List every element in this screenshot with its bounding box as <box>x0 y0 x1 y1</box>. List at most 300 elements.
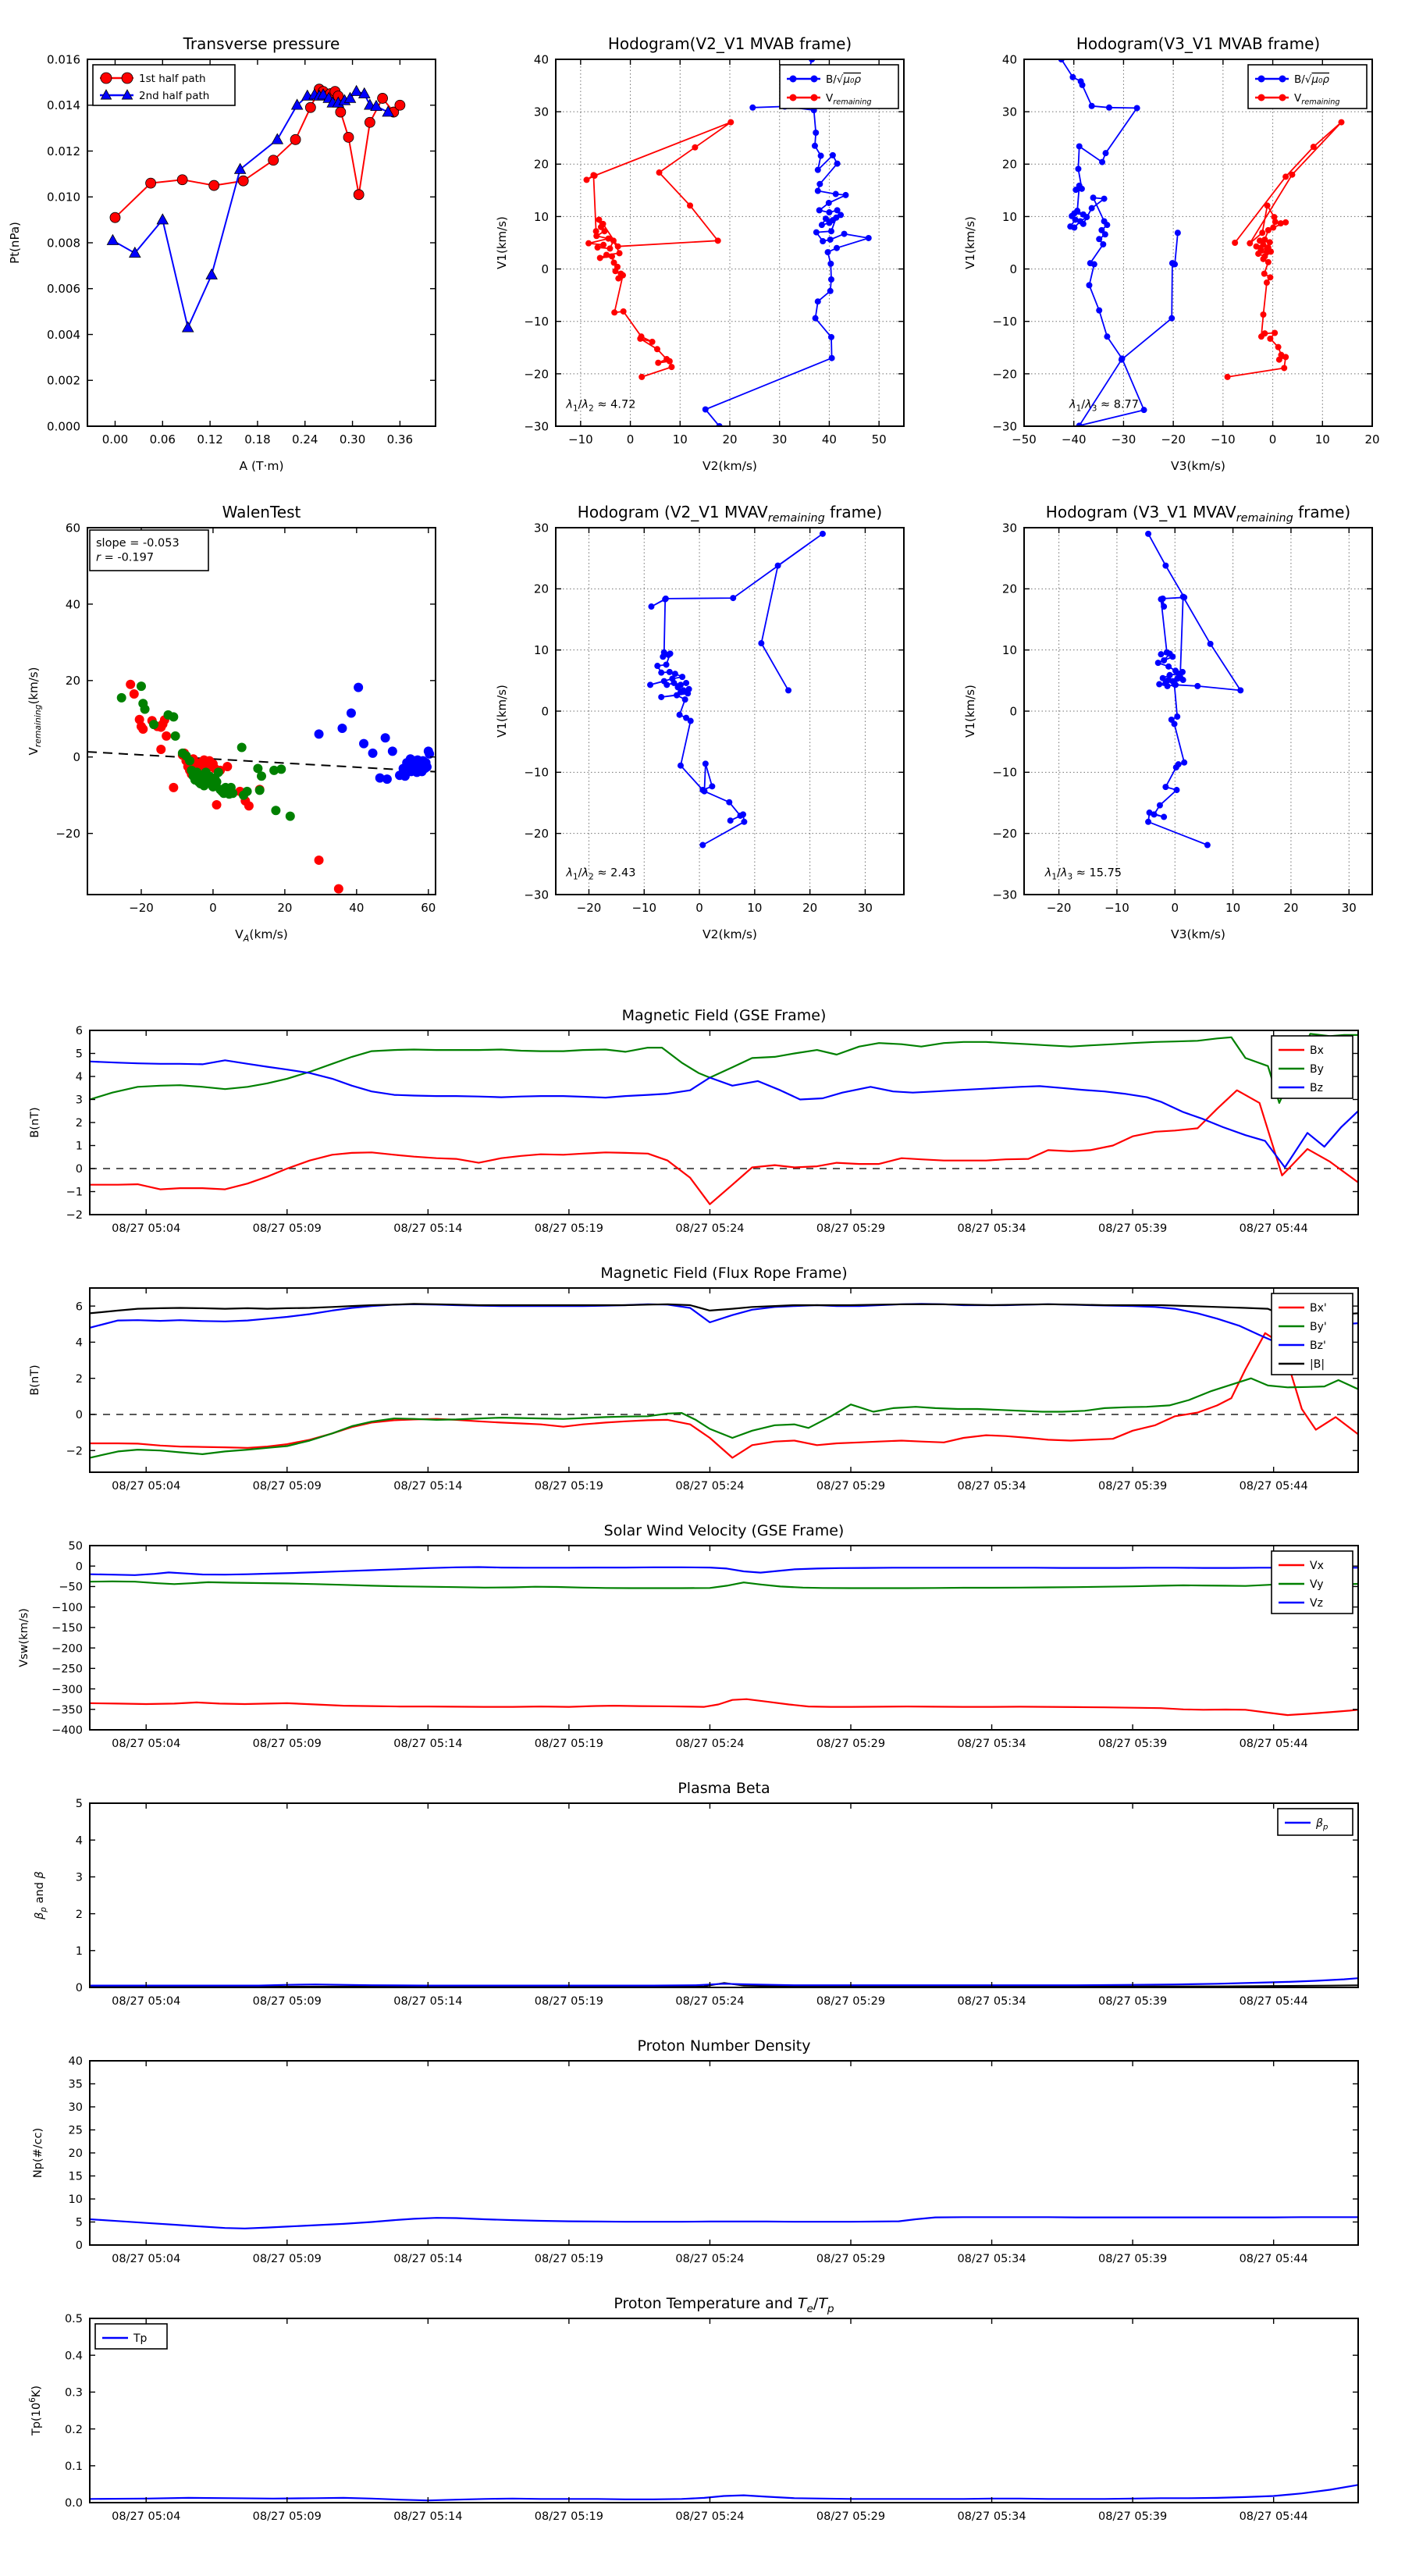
y-tick-labels <box>524 52 549 433</box>
svg-text:0: 0 <box>1009 704 1017 719</box>
svg-text:30: 30 <box>857 901 873 915</box>
x-tick-labels <box>102 432 413 447</box>
axis-ticks <box>87 528 436 895</box>
svg-text:08/27 05:29: 08/27 05:29 <box>816 2253 886 2265</box>
svg-text:30: 30 <box>1001 521 1017 535</box>
svg-text:1st half path: 1st half path <box>139 72 206 85</box>
svg-text:40: 40 <box>349 901 365 915</box>
svg-text:25: 25 <box>68 2124 83 2137</box>
svg-text:0.016: 0.016 <box>47 52 80 67</box>
svg-text:08/27 05:39: 08/27 05:39 <box>1098 1738 1168 1750</box>
svg-text:0.004: 0.004 <box>47 327 80 342</box>
svg-text:−30: −30 <box>524 419 549 434</box>
svg-text:0: 0 <box>73 750 80 765</box>
x-axis-label: $V_A(km/s)$ <box>235 927 288 943</box>
svg-text:Bx: Bx <box>1310 1044 1324 1058</box>
series-group <box>90 2217 1358 2229</box>
svg-text:40: 40 <box>68 2055 83 2069</box>
y-tick-labels <box>69 2055 83 2252</box>
svg-text:08/27 05:09: 08/27 05:09 <box>252 2253 322 2265</box>
svg-text:λ1/λ3 ≈ 15.75: $\lambda_1/\lambda_3 \approx 15.75$ <box>1044 866 1122 882</box>
svg-text:B/√μ₀ρ: B/√μ₀ρ <box>1294 73 1329 86</box>
plot-title: Hodogram (V2_V1 $MVAV_{remaining}$ frame) <box>577 503 883 525</box>
legend <box>93 65 235 105</box>
legend <box>1278 1809 1353 1835</box>
svg-text:−150: −150 <box>52 1622 83 1635</box>
walen-test-plot <box>0 475 468 943</box>
svg-text:−20: −20 <box>55 827 80 841</box>
svg-text:−2: −2 <box>66 1445 83 1458</box>
svg-text:5: 5 <box>75 2216 83 2229</box>
svg-text:08/27 05:34: 08/27 05:34 <box>957 2510 1026 2523</box>
y-axis-label: $V_{remaining}(km/s)$ <box>27 667 43 756</box>
y-tick-labels <box>52 1540 83 1737</box>
svg-text:0.24: 0.24 <box>292 432 318 447</box>
svg-text:08/27 05:34: 08/27 05:34 <box>957 1738 1026 1750</box>
svg-text:08/27 05:14: 08/27 05:14 <box>393 1995 463 2008</box>
magnetic-field-gse-panel <box>0 998 1405 1255</box>
x-tick-labels <box>112 1222 1308 1235</box>
svg-text:−30: −30 <box>1111 432 1136 447</box>
x-tick-labels <box>112 2253 1308 2265</box>
svg-text:−200: −200 <box>52 1642 83 1656</box>
y-tick-labels <box>992 52 1017 433</box>
svg-text:08/27 05:19: 08/27 05:19 <box>534 2510 603 2523</box>
svg-text:Bz': Bz' <box>1310 1340 1326 1353</box>
svg-text:08/27 05:24: 08/27 05:24 <box>675 1995 745 2008</box>
annotation <box>565 399 635 414</box>
x-axis-label: V2(km/s) <box>702 927 757 941</box>
svg-text:08/27 05:04: 08/27 05:04 <box>112 1738 181 1750</box>
series-group <box>90 1567 1358 1716</box>
svg-text:0: 0 <box>1009 262 1017 276</box>
y-axis-label: V1(km/s) <box>495 216 509 269</box>
svg-text:40: 40 <box>1001 52 1017 67</box>
y-tick-labels <box>47 52 80 433</box>
svg-text:20: 20 <box>533 582 549 596</box>
y-axis-label: Np(#/cc) <box>32 2127 44 2179</box>
svg-text:−10: −10 <box>992 765 1017 780</box>
svg-text:0.00: 0.00 <box>101 432 129 447</box>
svg-text:λ1/λ2 ≈ 4.72: $\lambda_1/\lambda_2 \approx 4.72$ <box>566 398 636 414</box>
annotation <box>1069 399 1139 414</box>
svg-text:−50: −50 <box>59 1581 83 1594</box>
series-group <box>584 56 872 429</box>
svg-text:08/27 05:34: 08/27 05:34 <box>957 1480 1026 1493</box>
svg-text:30: 30 <box>68 2101 83 2115</box>
axes-frame <box>90 1030 1358 1215</box>
svg-text:08/27 05:24: 08/27 05:24 <box>675 2253 745 2265</box>
svg-text:−250: −250 <box>52 1663 83 1676</box>
svg-text:35: 35 <box>68 2078 83 2091</box>
y-tick-labels <box>66 1025 83 1222</box>
annotation <box>565 867 635 882</box>
hodogram-v3v1-mvav-plot <box>937 475 1405 943</box>
y-axis-label: B(nT) <box>29 1364 41 1396</box>
svg-text:0.36: 0.36 <box>386 432 414 447</box>
x-axis-label: V3(km/s) <box>1171 459 1225 473</box>
svg-text:−30: −30 <box>992 888 1017 902</box>
axes-frame <box>1024 59 1372 426</box>
svg-text:10: 10 <box>1001 643 1017 658</box>
svg-text:20: 20 <box>533 157 549 172</box>
series-group <box>90 1034 1358 1204</box>
svg-text:−2: −2 <box>66 1209 83 1222</box>
svg-text:2nd half path: 2nd half path <box>139 89 210 102</box>
svg-text:1: 1 <box>75 1140 83 1153</box>
svg-text:−20: −20 <box>576 901 602 915</box>
svg-text:−30: −30 <box>524 888 549 902</box>
legend <box>1272 1551 1353 1614</box>
svg-text:20: 20 <box>1001 582 1017 596</box>
y-tick-labels <box>65 2313 83 2510</box>
svg-text:08/27 05:24: 08/27 05:24 <box>675 1222 745 1235</box>
svg-text:08/27 05:24: 08/27 05:24 <box>675 2510 745 2523</box>
svg-text:−20: −20 <box>1161 432 1186 447</box>
svg-text:−10: −10 <box>524 765 549 780</box>
plot-title: Magnetic Field (GSE Frame) <box>621 1007 827 1024</box>
svg-text:20: 20 <box>1001 157 1017 172</box>
svg-text:5: 5 <box>75 1048 83 1061</box>
svg-text:50: 50 <box>68 1540 83 1553</box>
svg-text:0: 0 <box>75 1560 83 1574</box>
svg-text:5: 5 <box>75 1798 83 1811</box>
series-group <box>90 1304 1358 1457</box>
series-group <box>647 531 826 849</box>
x-tick-labels <box>129 901 436 915</box>
plot-title: Proton Number Density <box>637 2037 811 2055</box>
svg-text:08/27 05:44: 08/27 05:44 <box>1239 2253 1308 2265</box>
x-axis-label: A (T·m) <box>239 459 284 473</box>
plot-title: Hodogram(V2_V1 MVAB frame) <box>607 34 852 53</box>
x-tick-labels <box>112 2510 1308 2523</box>
axis-ticks <box>90 1030 1358 1215</box>
svg-text:20: 20 <box>802 901 818 915</box>
y-axis-label: V1(km/s) <box>963 685 977 738</box>
svg-text:20: 20 <box>68 2147 83 2161</box>
svg-text:08/27 05:34: 08/27 05:34 <box>957 2253 1026 2265</box>
svg-text:λ1/λ2 ≈ 2.43: $\lambda_1/\lambda_2 \approx 2.43$ <box>566 866 636 882</box>
x-tick-labels <box>577 901 873 915</box>
svg-text:3: 3 <box>75 1871 83 1884</box>
svg-text:By': By' <box>1310 1321 1327 1334</box>
svg-text:2: 2 <box>75 1372 83 1386</box>
x-axis-label: V3(km/s) <box>1171 927 1225 941</box>
y-axis-label: B(nT) <box>29 1107 41 1138</box>
svg-text:40: 40 <box>821 432 837 447</box>
plasma-beta-panel <box>0 1770 1405 2028</box>
svg-text:0: 0 <box>75 1163 83 1176</box>
y-axis-label: $Tp(10^6K)$ <box>27 2386 43 2435</box>
y-axis-label: V1(km/s) <box>495 685 509 738</box>
svg-text:0.5: 0.5 <box>64 2313 83 2326</box>
svg-text:r = -0.197: r = -0.197 <box>96 551 155 564</box>
x-axis-label: V2(km/s) <box>702 459 757 473</box>
svg-text:08/27 05:34: 08/27 05:34 <box>957 1222 1026 1235</box>
svg-text:slope = -0.053: slope = -0.053 <box>96 536 180 550</box>
svg-text:−50: −50 <box>1012 432 1037 447</box>
y-axis-label: V1(km/s) <box>963 216 977 269</box>
annotation <box>90 530 208 571</box>
series-group <box>90 2485 1358 2500</box>
plot-title: Plasma Beta <box>678 1780 770 1797</box>
x-tick-labels <box>1012 432 1379 447</box>
plot-title: Proton Temperature and $T_e/T_p$ <box>614 2295 834 2315</box>
svg-text:0.0: 0.0 <box>64 2497 83 2510</box>
svg-text:−10: −10 <box>524 315 549 329</box>
svg-text:0: 0 <box>209 901 217 915</box>
svg-text:2: 2 <box>75 1908 83 1921</box>
y-tick-labels <box>55 521 80 841</box>
legend <box>780 65 898 109</box>
svg-text:08/27 05:04: 08/27 05:04 <box>112 1995 181 2008</box>
svg-text:08/27 05:44: 08/27 05:44 <box>1239 1738 1308 1750</box>
legend <box>1272 1036 1353 1098</box>
svg-text:−400: −400 <box>52 1724 83 1738</box>
svg-text:20: 20 <box>277 901 293 915</box>
svg-text:08/27 05:29: 08/27 05:29 <box>816 1222 886 1235</box>
svg-text:0: 0 <box>75 1982 83 1995</box>
svg-text:08/27 05:09: 08/27 05:09 <box>252 1738 322 1750</box>
y-tick-labels <box>524 521 549 902</box>
svg-text:−10: −10 <box>568 432 593 447</box>
y-axis-label: Vsw(km/s) <box>18 1608 30 1667</box>
svg-text:30: 30 <box>772 432 788 447</box>
svg-text:−20: −20 <box>524 367 549 382</box>
svg-text:10: 10 <box>533 209 549 224</box>
svg-text:0.012: 0.012 <box>47 144 80 158</box>
svg-text:0: 0 <box>541 704 549 719</box>
svg-text:20: 20 <box>65 674 80 688</box>
svg-text:−1: −1 <box>66 1186 83 1199</box>
svg-text:−30: −30 <box>992 419 1017 434</box>
svg-text:0.006: 0.006 <box>47 282 80 297</box>
svg-text:0.002: 0.002 <box>47 373 80 388</box>
svg-text:10: 10 <box>1001 209 1017 224</box>
svg-text:Bz: Bz <box>1310 1082 1323 1095</box>
y-tick-labels <box>66 1300 83 1457</box>
svg-text:10: 10 <box>68 2194 83 2207</box>
axes-frame <box>90 2318 1358 2503</box>
svg-text:08/27 05:04: 08/27 05:04 <box>112 2510 181 2523</box>
svg-text:08/27 05:44: 08/27 05:44 <box>1239 1480 1308 1493</box>
svg-text:0: 0 <box>1268 432 1277 447</box>
svg-text:30: 30 <box>1001 105 1017 119</box>
series-group <box>90 1978 1358 1987</box>
svg-text:3: 3 <box>75 1094 83 1107</box>
svg-text:−40: −40 <box>1061 432 1087 447</box>
svg-text:λ1/λ3 ≈ 8.77: $\lambda_1/\lambda_3 \approx 8.77$ <box>1069 398 1140 414</box>
svg-text:50: 50 <box>871 432 887 447</box>
svg-text:08/27 05:19: 08/27 05:19 <box>534 1738 603 1750</box>
svg-text:08/27 05:19: 08/27 05:19 <box>534 1222 603 1235</box>
svg-text:10: 10 <box>672 432 688 447</box>
svg-text:4: 4 <box>75 1336 83 1350</box>
svg-text:08/27 05:39: 08/27 05:39 <box>1098 2253 1168 2265</box>
svg-text:4: 4 <box>75 1834 83 1848</box>
svg-text:B/√μ₀ρ: B/√μ₀ρ <box>826 73 861 86</box>
svg-text:0.12: 0.12 <box>197 432 223 447</box>
svg-text:0.008: 0.008 <box>47 236 80 251</box>
svg-text:08/27 05:09: 08/27 05:09 <box>252 1995 322 2008</box>
svg-text:08/27 05:09: 08/27 05:09 <box>252 1480 322 1493</box>
svg-text:1: 1 <box>75 1945 83 1959</box>
svg-text:0.000: 0.000 <box>47 419 80 434</box>
svg-text:0.30: 0.30 <box>339 432 366 447</box>
hodogram-v2v1-mvab-plot <box>468 6 937 475</box>
svg-text:08/27 05:14: 08/27 05:14 <box>393 2510 463 2523</box>
legend <box>1248 65 1367 109</box>
plot-title: Hodogram (V3_V1 $MVAV_{remaining}$ frame) <box>1045 503 1351 525</box>
svg-text:Vx: Vx <box>1310 1560 1324 1573</box>
svg-text:0: 0 <box>695 901 703 915</box>
svg-text:10: 10 <box>1314 432 1330 447</box>
svg-text:08/27 05:19: 08/27 05:19 <box>534 1480 603 1493</box>
svg-text:4: 4 <box>75 1071 83 1084</box>
svg-text:60: 60 <box>421 901 436 915</box>
transverse-pressure-plot <box>0 6 468 475</box>
x-tick-labels <box>1047 901 1357 915</box>
magnetic-field-flux-rope-panel <box>0 1255 1405 1513</box>
svg-text:−20: −20 <box>129 901 154 915</box>
series-group <box>1145 531 1243 849</box>
svg-text:0.014: 0.014 <box>47 98 80 113</box>
y-tick-labels <box>992 521 1017 902</box>
svg-text:−350: −350 <box>52 1703 83 1717</box>
svg-text:08/27 05:29: 08/27 05:29 <box>816 1738 886 1750</box>
svg-text:Vy: Vy <box>1310 1578 1324 1592</box>
svg-text:08/27 05:39: 08/27 05:39 <box>1098 2510 1168 2523</box>
series-group <box>1058 56 1345 429</box>
y-tick-labels <box>76 1798 83 1994</box>
svg-text:−20: −20 <box>992 827 1017 841</box>
proton-number-density-panel <box>0 2028 1405 2286</box>
svg-text:Vz: Vz <box>1310 1597 1323 1610</box>
axis-ticks <box>90 2318 1358 2503</box>
grid-lines <box>1024 528 1372 895</box>
plot-title: Solar Wind Velocity (GSE Frame) <box>603 1522 845 1539</box>
svg-text:−20: −20 <box>992 367 1017 382</box>
x-tick-labels <box>112 1480 1308 1493</box>
solar-wind-velocity-panel <box>0 1513 1405 1770</box>
svg-text:08/27 05:14: 08/27 05:14 <box>393 1480 463 1493</box>
svg-text:08/27 05:19: 08/27 05:19 <box>534 1995 603 2008</box>
svg-text:−10: −10 <box>631 901 657 915</box>
svg-text:20: 20 <box>1364 432 1380 447</box>
svg-text:|B|: |B| <box>1310 1358 1325 1372</box>
svg-text:0.2: 0.2 <box>64 2423 83 2436</box>
svg-text:08/27 05:24: 08/27 05:24 <box>675 1480 745 1493</box>
plot-title: Transverse pressure <box>183 34 340 53</box>
svg-text:0: 0 <box>541 262 549 276</box>
svg-text:08/27 05:04: 08/27 05:04 <box>112 2253 181 2265</box>
svg-text:−10: −10 <box>1211 432 1236 447</box>
plot-title: Hodogram(V3_V1 MVAB frame) <box>1076 34 1321 53</box>
legend <box>95 2324 167 2349</box>
plot-title: WalenTest <box>222 503 301 521</box>
svg-text:08/27 05:29: 08/27 05:29 <box>816 1480 886 1493</box>
axis-ticks <box>1024 59 1372 426</box>
y-axis-label: $\beta_p$ and β <box>34 1871 48 1920</box>
svg-text:Tp: Tp <box>133 2332 148 2346</box>
axes-frame <box>87 528 436 895</box>
svg-text:0: 0 <box>75 1409 83 1422</box>
svg-text:30: 30 <box>1341 901 1357 915</box>
svg-text:08/27 05:04: 08/27 05:04 <box>112 1222 181 1235</box>
svg-text:6: 6 <box>75 1025 83 1038</box>
x-tick-labels <box>112 1738 1308 1750</box>
annotation <box>1044 867 1122 882</box>
svg-text:08/27 05:39: 08/27 05:39 <box>1098 1995 1168 2008</box>
svg-text:−100: −100 <box>52 1601 83 1614</box>
svg-text:60: 60 <box>65 521 80 535</box>
svg-text:Vremaining: $V_{remaining}$ <box>1294 91 1340 107</box>
svg-text:2: 2 <box>75 1117 83 1130</box>
svg-text:βp: $\beta_p$ <box>1316 1817 1329 1832</box>
svg-text:08/27 05:09: 08/27 05:09 <box>252 2510 322 2523</box>
svg-text:08/27 05:44: 08/27 05:44 <box>1239 2510 1308 2523</box>
hodogram-v3v1-mvab-plot <box>937 6 1405 475</box>
svg-text:08/27 05:29: 08/27 05:29 <box>816 1995 886 2008</box>
svg-text:10: 10 <box>533 643 549 658</box>
legend <box>1272 1293 1353 1375</box>
svg-text:08/27 05:39: 08/27 05:39 <box>1098 1480 1168 1493</box>
x-tick-labels <box>112 1995 1308 2008</box>
svg-text:6: 6 <box>75 1300 83 1314</box>
proton-temperature-panel <box>0 2286 1405 2543</box>
plot-title: Magnetic Field (Flux Rope Frame) <box>600 1265 848 1282</box>
svg-text:0: 0 <box>75 2240 83 2253</box>
axis-ticks <box>90 1803 1358 1987</box>
svg-text:20: 20 <box>1283 901 1299 915</box>
svg-text:−20: −20 <box>1046 901 1072 915</box>
svg-text:0: 0 <box>1171 901 1179 915</box>
series-group <box>87 680 436 894</box>
grid-lines <box>1024 59 1372 426</box>
svg-text:08/27 05:39: 08/27 05:39 <box>1098 1222 1168 1235</box>
svg-text:0.010: 0.010 <box>47 190 80 205</box>
svg-text:08/27 05:09: 08/27 05:09 <box>252 1222 322 1235</box>
svg-text:08/27 05:29: 08/27 05:29 <box>816 2510 886 2523</box>
svg-text:10: 10 <box>747 901 763 915</box>
x-tick-labels <box>568 432 887 447</box>
svg-text:0.18: 0.18 <box>244 432 271 447</box>
svg-text:By: By <box>1310 1063 1324 1076</box>
svg-text:08/27 05:19: 08/27 05:19 <box>534 2253 603 2265</box>
hodogram-v2v1-mvav-plot <box>468 475 937 943</box>
svg-text:08/27 05:04: 08/27 05:04 <box>112 1480 181 1493</box>
svg-text:40: 40 <box>533 52 549 67</box>
svg-text:30: 30 <box>533 105 549 119</box>
y-axis-label: Pt(nPa) <box>8 222 22 264</box>
svg-text:08/27 05:44: 08/27 05:44 <box>1239 1222 1308 1235</box>
svg-text:15: 15 <box>68 2170 83 2183</box>
svg-text:Vremaining: $V_{remaining}$ <box>826 91 872 107</box>
svg-text:0.06: 0.06 <box>149 432 176 447</box>
series-group <box>107 84 405 332</box>
svg-text:08/27 05:14: 08/27 05:14 <box>393 1222 463 1235</box>
svg-text:08/27 05:34: 08/27 05:34 <box>957 1995 1026 2008</box>
svg-text:−10: −10 <box>992 315 1017 329</box>
svg-text:Bx': Bx' <box>1310 1302 1327 1315</box>
svg-text:20: 20 <box>722 432 738 447</box>
axes-frame <box>90 1803 1358 1987</box>
svg-text:0.1: 0.1 <box>64 2460 83 2474</box>
svg-text:−300: −300 <box>52 1683 83 1696</box>
svg-text:30: 30 <box>533 521 549 535</box>
svg-text:40: 40 <box>65 597 80 612</box>
svg-text:08/27 05:44: 08/27 05:44 <box>1239 1995 1308 2008</box>
